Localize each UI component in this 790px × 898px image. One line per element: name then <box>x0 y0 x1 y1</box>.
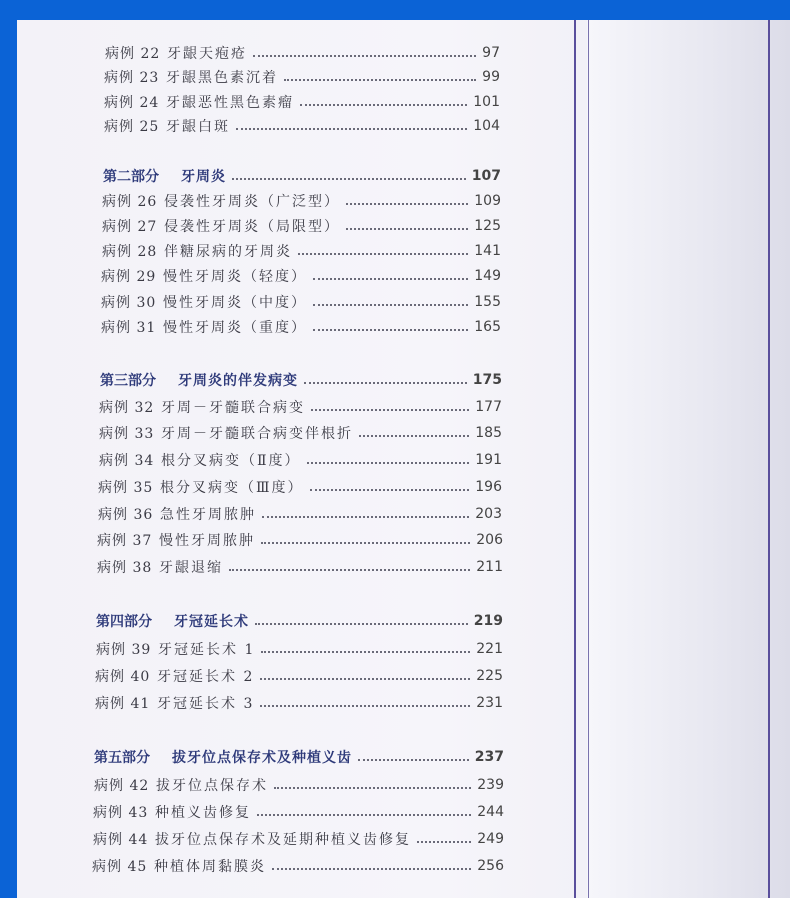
toc-entry-row <box>104 115 500 137</box>
section-label: 第三部分 <box>100 373 156 389</box>
dot-leader <box>417 840 471 843</box>
page-number: 203 <box>475 506 502 522</box>
toc-entry-row <box>93 801 504 823</box>
page-number: 211 <box>476 559 503 575</box>
dot-leader <box>346 227 468 230</box>
case-number: 病例 41 <box>95 696 151 712</box>
toc-section-row <box>94 746 504 768</box>
case-number: 病例 26 <box>102 194 158 210</box>
toc-entry-row <box>95 692 503 714</box>
toc-entry-row <box>97 529 503 551</box>
case-title: 侵袭性牙周炎（局限型） <box>164 219 340 235</box>
case-title: 拔牙位点保存术及延期种植义齿修复 <box>155 832 411 848</box>
page-number: 141 <box>474 243 501 259</box>
dot-leader <box>262 515 469 518</box>
case-number: 病例 25 <box>104 119 160 135</box>
margin-rule-left <box>574 20 576 898</box>
margin-rule-inner <box>588 20 589 898</box>
case-title: 伴糖尿病的牙周炎 <box>164 244 292 260</box>
toc-entry-row <box>101 265 501 287</box>
case-title: 慢性牙周脓肿 <box>159 533 255 549</box>
case-number: 病例 29 <box>101 269 157 285</box>
page-number: 206 <box>476 532 503 548</box>
section-label: 第四部分 <box>96 614 152 630</box>
section-title: 牙周炎 <box>181 169 226 185</box>
page-number: 109 <box>474 193 501 209</box>
dot-leader <box>255 622 468 625</box>
dot-leader <box>253 54 476 57</box>
page-number: 175 <box>472 372 502 388</box>
page-number: 221 <box>476 641 503 657</box>
toc-entry-row <box>92 855 504 877</box>
case-title: 慢性牙周炎（轻度） <box>163 269 307 285</box>
case-title: 牙冠延长术 2 <box>157 669 255 685</box>
margin-rule-right <box>768 20 770 898</box>
case-number: 病例 22 <box>105 46 161 62</box>
case-title: 牙龈退缩 <box>159 560 223 576</box>
page-number: 155 <box>474 294 501 310</box>
section-title: 牙冠延长术 <box>174 614 249 630</box>
case-title: 牙龈恶性黑色素瘤 <box>166 95 294 111</box>
toc-entry-row <box>102 215 501 237</box>
toc-entry-row <box>93 828 504 850</box>
page-number: 149 <box>474 268 501 284</box>
toc-entry-row <box>104 66 500 88</box>
page-number: 231 <box>476 695 503 711</box>
dot-leader <box>359 434 469 437</box>
dot-leader <box>298 252 468 255</box>
case-title: 牙冠延长术 3 <box>157 696 255 712</box>
page-margin-shadow <box>587 20 790 898</box>
case-number: 病例 30 <box>101 295 157 311</box>
case-number: 病例 31 <box>101 320 157 336</box>
dot-leader <box>313 328 468 331</box>
toc-entry-row <box>102 240 501 262</box>
section-label: 第五部分 <box>94 750 150 766</box>
page-number: 107 <box>471 168 501 184</box>
case-number: 病例 42 <box>94 778 150 794</box>
dot-leader <box>261 541 470 544</box>
toc-entry-row <box>102 190 501 212</box>
case-number: 病例 44 <box>93 832 149 848</box>
section-title: 牙周炎的伴发病变 <box>178 373 298 389</box>
dot-leader <box>274 786 471 789</box>
case-title: 牙冠延长术 1 <box>158 642 256 658</box>
toc-section-row <box>103 165 501 187</box>
dot-leader <box>304 381 467 384</box>
dot-leader <box>284 78 476 81</box>
case-number: 病例 37 <box>97 533 153 549</box>
page-number: 101 <box>473 94 500 110</box>
case-number: 病例 24 <box>104 95 160 111</box>
case-title: 慢性牙周炎（中度） <box>163 295 307 311</box>
dot-leader <box>311 408 469 411</box>
dot-leader <box>257 813 471 816</box>
book-page <box>17 20 790 898</box>
page-number: 97 <box>482 45 500 61</box>
dot-leader <box>232 177 466 180</box>
case-title: 根分叉病变（Ⅲ度） <box>160 480 304 496</box>
dot-leader <box>300 103 467 106</box>
case-number: 病例 40 <box>95 669 151 685</box>
toc-entry-row <box>99 396 502 418</box>
case-number: 病例 39 <box>96 642 152 658</box>
page-number: 237 <box>474 749 504 765</box>
toc-entry-row <box>94 774 504 796</box>
page-number: 239 <box>477 777 504 793</box>
case-title: 牙龈黑色素沉着 <box>166 70 278 86</box>
toc-entry-row <box>98 503 502 525</box>
dot-leader <box>236 127 467 130</box>
toc-entry-row <box>99 422 502 444</box>
case-number: 病例 33 <box>99 426 155 442</box>
section-label: 第二部分 <box>103 169 159 185</box>
dot-leader <box>260 704 470 707</box>
case-number: 病例 36 <box>98 507 154 523</box>
page-number: 249 <box>477 831 504 847</box>
toc-entry-row <box>96 638 503 660</box>
page-number: 196 <box>475 479 502 495</box>
case-number: 病例 43 <box>93 805 149 821</box>
dot-leader <box>307 461 470 464</box>
toc-section-row <box>100 369 502 391</box>
case-number: 病例 35 <box>98 480 154 496</box>
page-number: 177 <box>475 399 502 415</box>
toc-entry-row <box>101 316 501 338</box>
case-title: 根分叉病变（Ⅱ度） <box>161 453 301 469</box>
case-title: 慢性牙周炎（重度） <box>163 320 307 336</box>
section-title: 拔牙位点保存术及种植义齿 <box>172 750 352 766</box>
case-title: 急性牙周脓肿 <box>160 507 256 523</box>
toc-entry-row <box>95 665 503 687</box>
page-number: 256 <box>477 858 504 874</box>
dot-leader <box>358 758 469 761</box>
case-title: 牙周－牙髓联合病变伴根折 <box>161 426 353 442</box>
dot-leader <box>272 867 471 870</box>
dot-leader <box>313 303 468 306</box>
toc-entry-row <box>99 449 502 471</box>
dot-leader <box>261 650 470 653</box>
dot-leader <box>313 277 468 280</box>
dot-leader <box>346 202 468 205</box>
page-number: 99 <box>482 69 500 85</box>
toc-section-row <box>96 610 503 632</box>
case-number: 病例 27 <box>102 219 158 235</box>
page-number: 244 <box>477 804 504 820</box>
case-number: 病例 23 <box>104 70 160 86</box>
page-number: 191 <box>475 452 502 468</box>
case-title: 种植义齿修复 <box>155 805 251 821</box>
page-number: 104 <box>473 118 500 134</box>
case-number: 病例 28 <box>102 244 158 260</box>
toc-entry-row <box>105 42 500 64</box>
case-title: 种植体周黏膜炎 <box>154 859 266 875</box>
page-number: 165 <box>474 319 501 335</box>
case-title: 拔牙位点保存术 <box>156 778 268 794</box>
case-title: 牙周－牙髓联合病变 <box>161 400 305 416</box>
dot-leader <box>229 568 470 571</box>
case-number: 病例 45 <box>92 859 148 875</box>
page-number: 219 <box>473 613 503 629</box>
toc-entry-row <box>97 556 503 578</box>
page-number: 225 <box>476 668 503 684</box>
case-title: 牙龈天疱疮 <box>167 46 247 62</box>
case-number: 病例 32 <box>99 400 155 416</box>
case-number: 病例 34 <box>99 453 155 469</box>
case-title: 牙龈白斑 <box>166 119 230 135</box>
toc-entry-row <box>101 291 501 313</box>
page-number: 185 <box>475 425 502 441</box>
dot-leader <box>310 488 470 491</box>
toc-entry-row <box>98 476 502 498</box>
case-number: 病例 38 <box>97 560 153 576</box>
toc-entry-row <box>104 91 500 113</box>
page-number: 125 <box>474 218 501 234</box>
case-title: 侵袭性牙周炎（广泛型） <box>164 194 340 210</box>
dot-leader <box>260 677 470 680</box>
